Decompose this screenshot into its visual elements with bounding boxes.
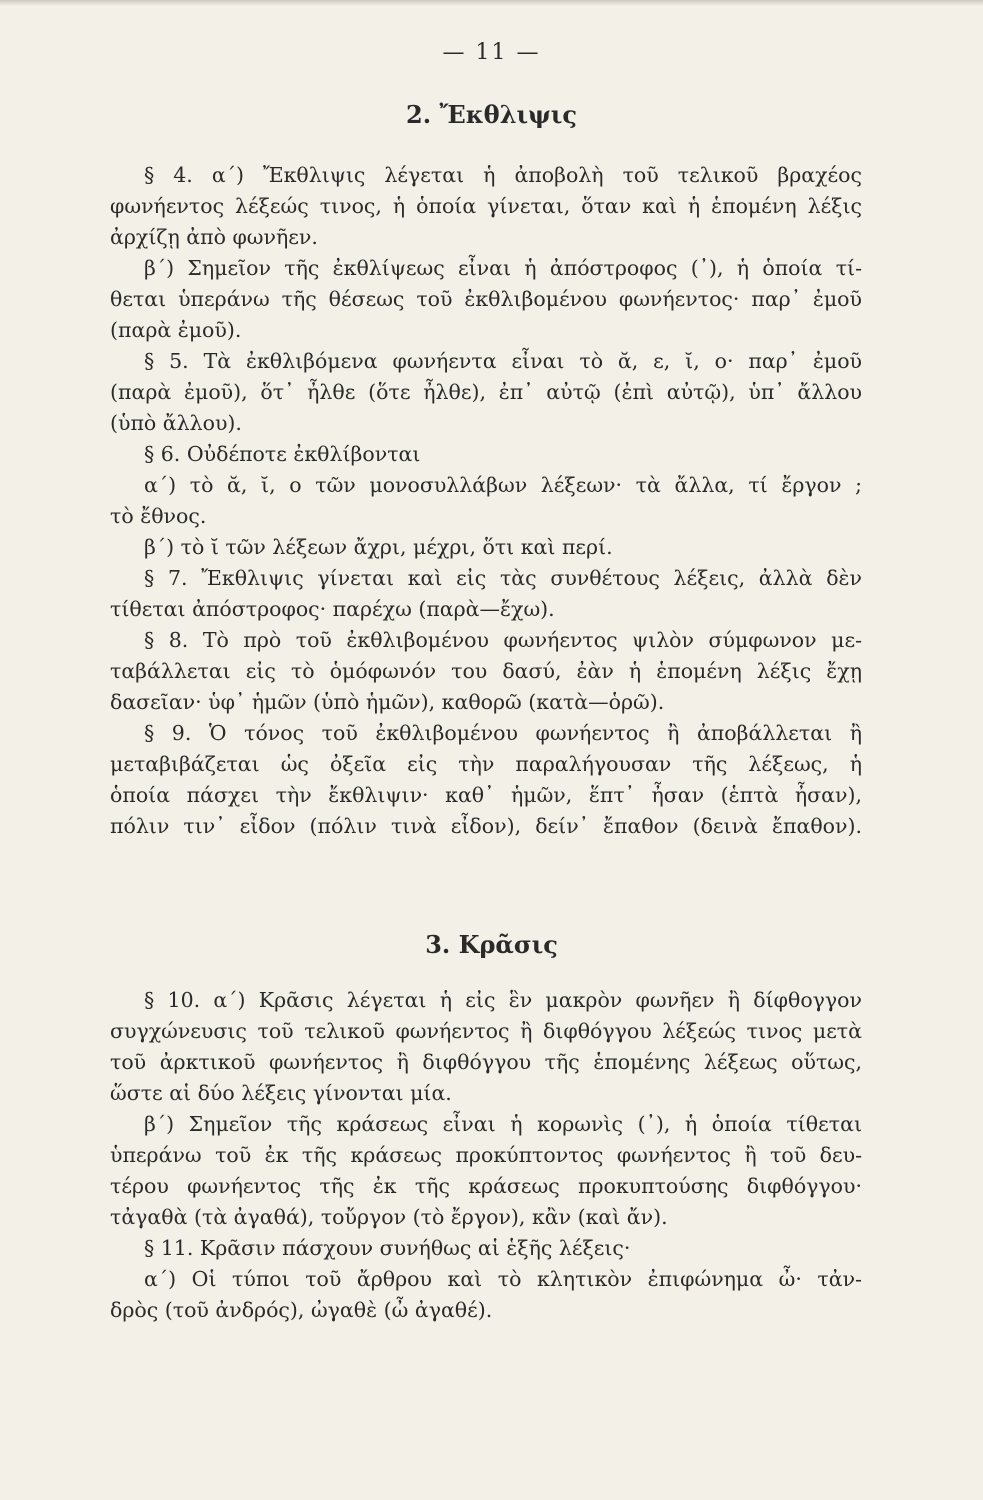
text-line: τοῦ ἀρκτικοῦ φωνήεντος ἢ διφθόγγου τῆς ἑπομένης λέξεως οὕτως, xyxy=(110,1050,862,1074)
text-line: τἀγαθὰ (τὰ ἀγαθά), τοὔργον (τὸ ἔργον), κἂν (καὶ ἄν). xyxy=(110,1205,668,1229)
text-line: § 8. Τὸ πρὸ τοῦ ἐκθλιβομένου φωνήεντος ψιλὸν σύμφωνον με- xyxy=(144,628,862,652)
section-heading-ekthlipsis: 2. Ἔκθλιψις xyxy=(406,100,577,129)
text-line: § 10. α΄) Κρᾶσις λέγεται ἡ εἰς ἓν μακρὸν φωνῆεν ἢ δίφθογγον xyxy=(144,988,862,1012)
text-line: πόλιν τιν᾿ εἶδον (πόλιν τινὰ εἶδον), δείν᾿ ἔπαθον (δεινὰ ἔπαθον). xyxy=(110,814,862,838)
text-line: μεταβιβάζεται ὡς ὀξεῖα εἰς τὴν παραλήγουσαν τῆς λέξεως, ἡ xyxy=(110,752,862,776)
section-heading-krasis: 3. Κρᾶσις xyxy=(425,930,558,959)
text-line: ὑπεράνω τοῦ ἐκ τῆς κράσεως προκύπτοντος φωνήεντος ἢ τοῦ δευ- xyxy=(110,1143,862,1167)
text-line: § 5. Τὰ ἐκθλιβόμενα φωνήεντα εἶναι τὸ ᾰ, ε, ῐ, ο· παρ᾿ ἐμοῦ xyxy=(144,349,862,373)
text-line: συγχώνευσις τοῦ τελικοῦ φωνήεντος ἢ διφθόγγου λέξεώς τινος μετὰ xyxy=(110,1019,862,1043)
text-line: § 4. α΄) Ἔκθλιψις λέγεται ἡ ἀποβολὴ τοῦ τελικοῦ βραχέος xyxy=(144,163,862,187)
text-line: β΄) Σημεῖον τῆς ἐκθλίψεως εἶναι ἡ ἀπόστροφος (᾿), ἡ ὁποία τί- xyxy=(144,256,862,280)
page-number: — 11 — xyxy=(442,40,541,65)
text-line: α΄) τὸ ᾰ, ῐ, ο τῶν μονοσυλλάβων λέξεων· τὰ ἄλλα, τί ἔργον ; xyxy=(144,473,862,497)
text-line: δασεῖαν· ὑφ᾿ ἡμῶν (ὑπὸ ἡμῶν), καθορῶ (κατὰ—ὁρῶ). xyxy=(110,690,665,714)
text-line: § 11. Κρᾶσιν πάσχουν συνήθως αἱ ἑξῆς λέξεις· xyxy=(144,1236,631,1260)
text-line: τέρου φωνήεντος τῆς ἐκ τῆς κράσεως προκυπτούσης διφθόγγου· xyxy=(110,1174,862,1198)
text-line: § 7. Ἔκθλιψις γίνεται καὶ εἰς τὰς συνθέτους λέξεις, ἀλλὰ δὲν xyxy=(144,566,862,590)
text-line: § 9. Ὁ τόνος τοῦ ἐκθλιβομένου φωνήεντος ἢ ἀποβάλλεται ἢ xyxy=(144,721,862,745)
text-line: ταβάλλεται εἰς τὸ ὁμόφωνόν του δασύ, ἐὰν ἡ ἑπομένη λέξις ἔχῃ xyxy=(110,659,862,683)
text-line: θεται ὑπεράνω τῆς θέσεως τοῦ ἐκθλιβομένου φωνήεντος· παρ᾿ ἐμοῦ xyxy=(110,287,862,311)
text-line: φωνήεντος λέξεώς τινος, ἡ ὁποία γίνεται, ὅταν καὶ ἡ ἑπομένη λέξις xyxy=(110,194,862,218)
text-line: ὁποία πάσχει τὴν ἔκθλιψιν· καθ᾿ ἡμῶν, ἕπτ᾿ ἦσαν (ἑπτὰ ἦσαν), xyxy=(110,783,862,807)
section-ekthlipsis-body xyxy=(110,160,862,842)
text-line: τίθεται ἀπόστροφος· παρέχω (παρὰ—ἔχω). xyxy=(110,597,555,621)
text-line: τὸ ἔθνος. xyxy=(110,504,207,528)
text-line: (παρὰ ἐμοῦ), ὅτ᾿ ἦλθε (ὅτε ἦλθε), ἐπ᾿ αὐτῷ (ἐπὶ αὐτῷ), ὑπ᾿ ἄλλου xyxy=(110,380,862,404)
text-line: (παρὰ ἐμοῦ). xyxy=(110,318,242,342)
text-line: β΄) τὸ ῐ τῶν λέξεων ἄχρι, μέχρι, ὅτι καὶ περί. xyxy=(144,535,613,559)
text-line: ὥστε αἱ δύο λέξεις γίνονται μία. xyxy=(110,1081,452,1105)
text-line: § 6. Οὐδέποτε ἐκθλίβονται xyxy=(144,442,421,466)
text-line: (ὑπὸ ἄλλου). xyxy=(110,411,242,435)
scan-edge xyxy=(0,0,983,6)
text-line: β΄) Σημεῖον τῆς κράσεως εἶναι ἡ κορωνὶς (᾿), ἡ ὁποία τίθεται xyxy=(144,1112,862,1136)
text-line: α΄) Οἱ τύποι τοῦ ἄρθρου καὶ τὸ κλητικὸν ἐπιφώνημα ὦ· τἀν- xyxy=(144,1267,862,1291)
text-line: δρὸς (τοῦ ἀνδρός), ὠγαθὲ (ὦ ἀγαθέ). xyxy=(110,1298,493,1322)
section-krasis-body xyxy=(110,985,862,1326)
text-line: ἀρχίζῃ ἀπὸ φωνῆεν. xyxy=(110,225,318,249)
